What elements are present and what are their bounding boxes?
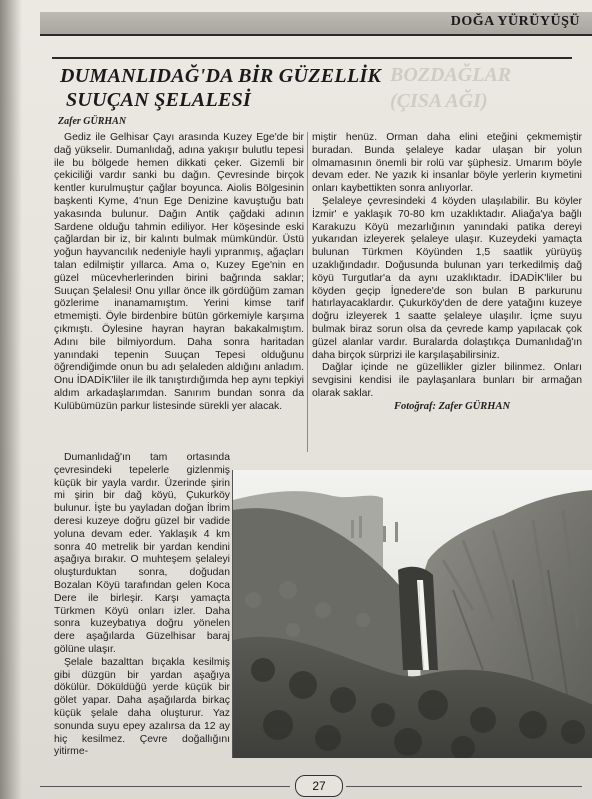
column-divider xyxy=(307,132,308,452)
text-column-left-bottom xyxy=(54,452,230,759)
paragraph: miştir henüz. Orman daha elini eteğini çekmemiştir buradan. Bunda şelaleye kadar ulaşan bir yolun olmamasının önemli bir rolü var şüphesiz. Umarım böyle devam eder. Ne yazık ki insanlar böyle yerlerin kıymetini onları kaybettikten sonra anlıyorlar. xyxy=(312,132,582,195)
header-rule xyxy=(52,57,572,59)
page-number: 27 xyxy=(295,775,343,797)
photo-credit: Fotoğraf: Zafer GÜRHAN xyxy=(393,400,511,412)
section-title: DOĞA YÜRÜYÜŞÜ xyxy=(450,14,580,29)
page-gutter-shadow xyxy=(0,0,22,799)
article-author: Zafer GÜRHAN xyxy=(58,116,127,127)
article-title-line1: DUMANLIDAĞ'DA BİR GÜZELLİK xyxy=(60,65,382,87)
text-column-right xyxy=(312,132,582,414)
section-header-band xyxy=(40,12,592,36)
page-footer xyxy=(0,772,592,799)
waterfall-photo xyxy=(232,470,592,758)
article-title xyxy=(60,64,400,112)
footer-rule-left xyxy=(40,786,290,787)
text-column-left-top xyxy=(54,132,304,414)
footer-rule-right xyxy=(346,786,582,787)
paragraph: Dağlar içinde ne güzellikler gizler bilinmez. Onları sevgisini kendisi ile paylaşanlara bunları bir armağan olarak saklar. xyxy=(312,362,582,399)
show-through-text: BOZDAĞLAR (ÇISA AĞI) xyxy=(390,64,512,112)
paragraph: Dumanlıdağ'ın tam ortasında çevresindeki tepelerle gizlenmiş küçük bir yayla vardır. Üzerinde şirin mi şirin bir dağ köyü, Çukurköy bulunur. İşte bu yayladan doğan İbrim deresi kuzeye doğru güzel bir vadide yoluna devam eder. Yaklaşık 4 km sonra 40 metrelik bir yardan kendini aşağıya bırakır. O muhteşem şelaleyi oluşturduktan sonra, doğudan Bozalan Köyü tarafından gelen Koca Dere ile birleşir. Karşı yamaçta Türkmen Köyü onları izler. Daha sonra kuzeybatıya doğru yönelen dere aşağılarda Güzelhisar baraj gölüne ulaşır. xyxy=(54,452,230,655)
article-title-line2: SUUÇAN ŞELALESİ xyxy=(66,89,252,111)
paragraph: Şelale bazalttan bıçakla kesilmiş gibi düzgün bir yardan aşağıya dökülür. Döküldüğü yerde küçük bir gölet yapar. Daha aşağılarda birkaç küçük şelale daha oluşturur. Yaz sonunda suyu epey azalırsa da 12 ay hiç kesilmez. Çevre doğallığını yitirme- xyxy=(54,656,230,758)
paragraph: Şelaleye çevresindeki 4 köyden ulaşılabilir. Bu köyler İzmir' e yaklaşık 70-80 km uzaklıktadır. Aliağa'ya bağlı Karakuzu Köyü mezarlığının yanındaki patika dereyi yukarıdan izleyerek şelaleye ulaşır. Kuzeydeki yamaçta bulunan Türkmen Köyünden 1,5 saatlik yürüyüş uzaklığındadır. Doğusunda bulunan yarı terkedilmiş dağ köyü Turgutlar'a da aynı uzaklıktadır. İDADİK'liler bu köyden geçip İgnedere'de son bulan B parkurunu hatırlayacaklardır. Çukurköy'den de dere yatağını kuzeye doğru izleyerek 1 saatte şelaleye ulaşılır. İçme suyu bulmak biraz sorun olsa da çevrede kamp yapılacak çok güzel alanlar vardır. Buralarda dolaştıkça Dumanlıdağ'ın daha birçok sürprizi ile karşılaşabilirsiniz. xyxy=(312,195,582,361)
paragraph: Gediz ile Gelhisar Çayı arasında Kuzey Ege'de bir dağ yükselir. Dumanlıdağ, adına yakışır bulutlu tepesi ile bu bölgede hemen dikkati çeker. Gizemli bir çekiciliği vardır sanki bu dağın. Çevresinde birçok kentler kurulmuştur çağlar boyunca. Aiolis Bölgesinin başkenti Kyme, 4'nun Ege Denizine kavuştuğu batı yakasında bulunur. Dağın Antik çağdaki adının Sardene olduğu tahmin ediliyor. Her köşesinde eski çağlardan bir iz, bir kalıntı bulmak mümkündür. Üstü yoğun hayvancılık nedeniyle hayli yıpranmış, ağaçları talan edilmiştir yıllarca. Ama o, Kuzey Ege'nin en güzel mücevherlerinden birini bağrında saklar; Suuçan Şelalesi! Onu yıllar önce ilk gördüğüm zaman gözlerime inanamamıştım. Yerini kimse tarif etmemişti. Öyle birdenbire bütün görkemiyle karşıma çıkmıştı. Öylesine hayran hayran bakakalmıştım. Adını bile bilmiyordum. Daha sonra haritadan yanındaki tepenin Suuçan Tepesi olduğunu öğrendiğimde onun bu adı şelaleden aldığını anladım. Onu İDADİK'liler ile ilk tanıştırdığımda hep aynı tepkiyi aldım arkadaşlarımdan. Sanırım bundan sonra da Kulübümüzün parkur listesinde sürekli yer alacak. xyxy=(54,132,304,412)
